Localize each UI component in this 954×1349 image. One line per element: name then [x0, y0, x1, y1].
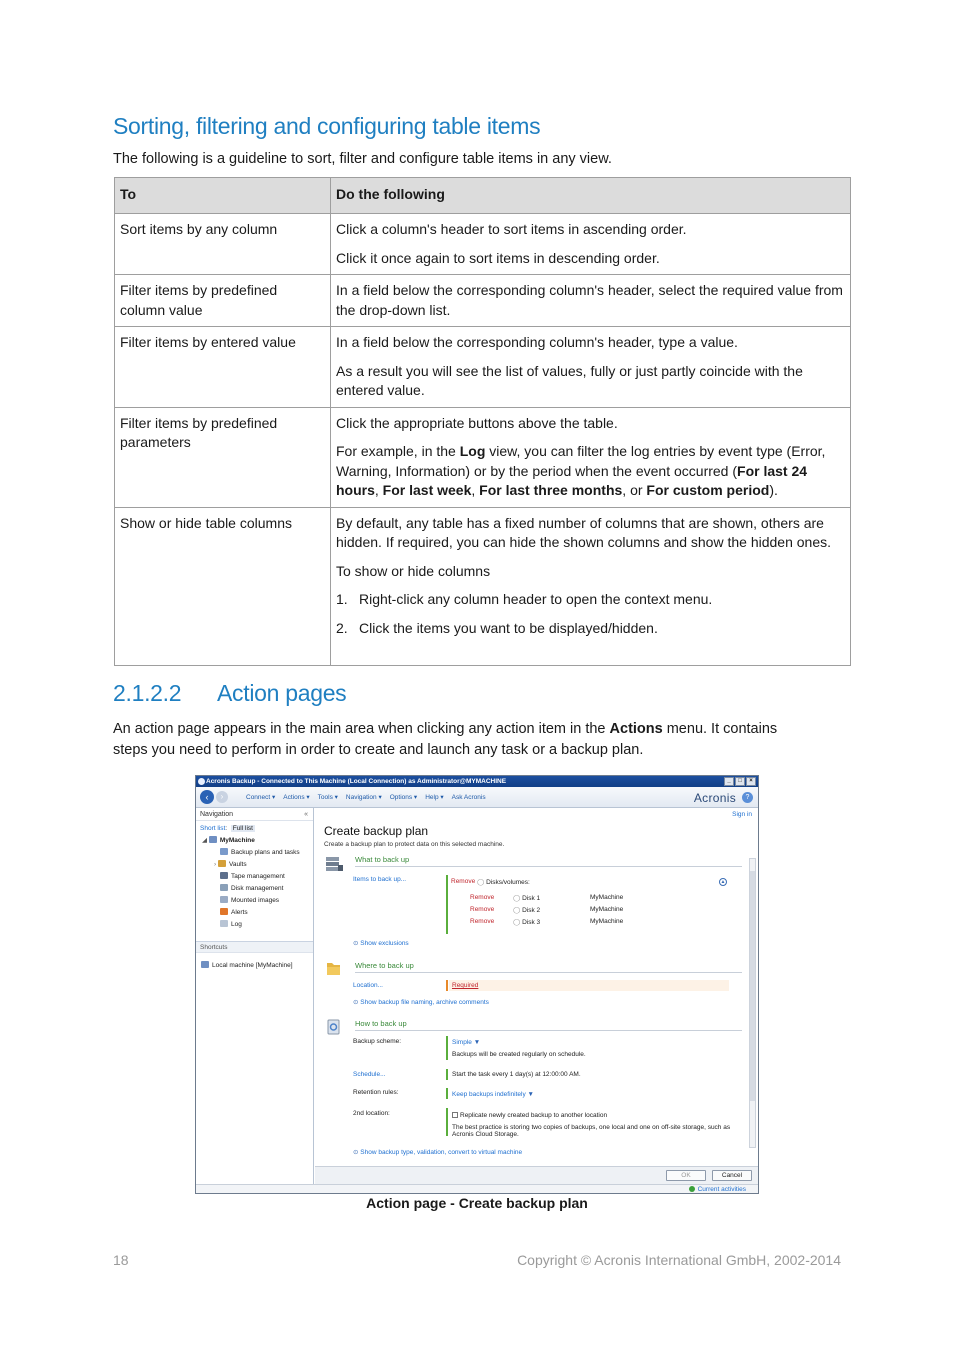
cell-line	[336, 442, 845, 501]
tree-item-backup-plans[interactable]	[196, 847, 313, 859]
guideline-table	[114, 177, 851, 666]
link-text: Show backup file naming, archive comments	[360, 999, 489, 1006]
toolbar-actions[interactable]: Actions ▾	[283, 794, 310, 801]
tree-item-label: Mounted images	[231, 897, 280, 904]
full-list-link[interactable]: Full list	[232, 825, 253, 832]
what-to-back-up-heading: What to back up	[355, 855, 410, 864]
section-heading	[113, 680, 346, 707]
vault-icon	[218, 860, 226, 867]
window-controls	[724, 777, 756, 786]
computer-icon	[201, 961, 209, 968]
disks-volumes-text: Disks/volumes:	[486, 879, 530, 886]
tree-item-mounted[interactable]	[196, 895, 313, 907]
sign-in-link[interactable]: Sign in	[732, 811, 752, 818]
ok-button[interactable]: OK	[666, 1170, 706, 1181]
scheme-description: Backups will be created regularly on schedule.	[452, 1051, 586, 1058]
tree-item-alerts[interactable]	[196, 907, 313, 919]
text-run: , or	[622, 482, 647, 498]
section-number: 2.1.2.2	[113, 680, 182, 706]
section-divider	[355, 972, 742, 973]
toolbar	[196, 787, 758, 808]
cell-do	[331, 407, 851, 507]
link-text: Show exclusions	[360, 940, 409, 947]
retention-dropdown[interactable]: Keep backups indefinitely ▼	[452, 1091, 534, 1098]
help-icon[interactable]: ?	[742, 792, 753, 803]
toolbar-tools[interactable]: Tools ▾	[317, 794, 338, 801]
cell-line: In a field below the corresponding column's header, type a value.	[336, 334, 738, 350]
cell-line: Click the appropriate buttons above the table.	[336, 414, 618, 431]
folder-icon	[325, 960, 343, 976]
toolbar-ask-acronis[interactable]: Ask Acronis	[451, 793, 486, 801]
items-to-back-up-link[interactable]: Items to back up...	[353, 876, 407, 883]
remove-all-link[interactable]: Remove	[451, 878, 476, 885]
minimize-icon[interactable]: _	[724, 777, 734, 786]
tree-item-label: Vaults	[228, 861, 247, 868]
step-text: Click the items you want to be displayed/hidden.	[359, 619, 658, 636]
collapse-icon[interactable]: «	[304, 811, 308, 818]
table-row	[115, 214, 851, 275]
table-header-row	[115, 178, 851, 214]
toolbar-help[interactable]: Help ▾	[425, 794, 444, 801]
scrollbar-thumb[interactable]	[750, 871, 755, 1101]
tree-item-label: Tape management	[231, 873, 285, 880]
short-list-link[interactable]: Short list	[200, 825, 226, 832]
replicate-checkbox[interactable]	[452, 1112, 458, 1118]
scheme-value: Simple	[452, 1039, 472, 1046]
shortcuts-header: Shortcuts	[196, 941, 313, 953]
cell-to: Sort items by any column	[115, 214, 331, 275]
show-exclusions-link[interactable]: ⊙ Show exclusions	[353, 940, 409, 947]
actions-term: Actions	[609, 721, 663, 737]
log-term: Log	[459, 443, 486, 459]
backup-scheme-label: Backup scheme:	[353, 1038, 402, 1045]
maximize-icon[interactable]: □	[735, 777, 745, 786]
valid-bar	[446, 1069, 448, 1080]
disk-name: ◯ Disk 3	[513, 919, 541, 926]
cell-do	[331, 275, 851, 327]
tree-item-vaults[interactable]: › Vaults	[214, 861, 247, 868]
show-naming-link[interactable]: ⊙ Show backup file naming, archive comments	[353, 999, 489, 1006]
current-activities-link[interactable]	[689, 1185, 746, 1194]
tree-item-label: Log	[231, 921, 242, 928]
cancel-button[interactable]: Cancel	[712, 1170, 752, 1181]
navigation-title: Navigation	[200, 811, 234, 818]
acronis-screenshot	[195, 775, 759, 1194]
cell-line: Click a column's header to sort items in ascending order.	[336, 221, 687, 237]
column-header-to: To	[115, 178, 331, 214]
window-title: Acronis Backup - Connected to This Machine (Local Connection) as Administrator@MYMACHINE	[206, 778, 507, 785]
main-area	[315, 808, 758, 1184]
cell-to: Filter items by predefined column value	[115, 275, 331, 327]
replicate-option[interactable]	[452, 1112, 607, 1119]
activity-icon	[689, 1186, 695, 1192]
mounted-image-icon	[220, 896, 228, 903]
tree-item-mymachine[interactable]: ◢ MyMachine	[202, 837, 255, 844]
required-link[interactable]: Required	[452, 982, 479, 989]
step-number: 1.	[336, 591, 348, 607]
server-icon	[325, 856, 343, 872]
tree-item-tape[interactable]	[196, 871, 313, 883]
schedule-link[interactable]: Schedule...	[353, 1071, 386, 1078]
page-title: Create backup plan	[324, 824, 429, 838]
period-term: For custom period	[646, 482, 770, 498]
text-run: ,	[374, 482, 383, 498]
tree-item-label: Backup plans and tasks	[231, 849, 300, 856]
cell-line: To show or hide columns	[336, 562, 491, 579]
cell-line: By default, any table has a fixed number of columns that are shown, others are hidden. If required, you can hide the shown columns and show the hidden ones.	[336, 514, 831, 550]
disk-name: ◯ Disk 2	[513, 907, 541, 914]
cell-to: Show or hide table columns	[115, 507, 331, 665]
how-to-back-up-heading: How to back up	[355, 1019, 407, 1028]
section-divider	[355, 1030, 742, 1031]
schedule-value: Start the task every 1 day(s) at 12:00:00 AM.	[452, 1071, 581, 1078]
table-row	[115, 407, 851, 507]
cell-do	[331, 214, 851, 275]
current-activities-text: Current activities	[697, 1186, 746, 1193]
plans-icon	[220, 848, 228, 855]
table-row	[115, 275, 851, 327]
text-run: ).	[769, 482, 778, 498]
disk-machine: MyMachine	[590, 894, 624, 901]
copyright-footer: Copyright © Acronis International GmbH, 2002-2014	[517, 1252, 841, 1268]
cell-do	[331, 327, 851, 408]
disk-icon	[220, 884, 228, 891]
text-run: ,	[471, 482, 480, 498]
section-divider	[355, 866, 742, 867]
required-bar	[446, 980, 448, 991]
cell-to: Filter items by entered value	[115, 327, 331, 408]
link-text: Show backup type, validation, convert to virtual machine	[360, 1149, 523, 1156]
action-pages-paragraph	[113, 719, 813, 761]
disks-volumes-label: ◯ Disks/volumes:	[477, 879, 530, 886]
cell-to: Filter items by predefined parameters	[115, 407, 331, 507]
remove-disk-link[interactable]: Remove	[470, 894, 495, 901]
retention-label: Retention rules:	[353, 1089, 399, 1096]
step-item	[336, 619, 845, 639]
text-run: menu. It contains steps you need to perform in order to create and launch any task or a backup plan.	[113, 721, 778, 758]
section-heading-text: Action pages	[217, 680, 347, 706]
section-title: Sorting, filtering and configuring table items	[113, 113, 541, 139]
page-number: 18	[113, 1252, 129, 1268]
cell-line: In a field below the corresponding column's header, select the required value from the drop-down list.	[336, 282, 843, 318]
log-icon	[220, 920, 228, 927]
text-run: For example, in the	[336, 443, 460, 459]
disk-machine: MyMachine	[590, 906, 624, 913]
where-to-back-up-heading: Where to back up	[355, 961, 414, 970]
disk-machine: MyMachine	[590, 918, 624, 925]
best-practice-text: Acronis Cloud Storage.	[452, 1131, 519, 1138]
view-switch: Short list: Full list	[200, 825, 253, 832]
toolbar-navigation[interactable]: Navigation ▾	[345, 794, 382, 801]
tree-item-label: MyMachine	[219, 837, 255, 844]
figure-caption: Action page - Create backup plan	[366, 1195, 588, 1211]
dialog-button-bar	[315, 1166, 758, 1184]
shortcut-label: Local machine [MyMachine]	[212, 962, 293, 969]
window-titlebar	[196, 776, 758, 787]
cell-line: As a result you will see the list of values, fully or just partly coincide with the entered value.	[336, 362, 803, 398]
period-term: For last 24 hours	[336, 462, 808, 498]
retention-value: Keep backups indefinitely	[452, 1091, 526, 1098]
navigation-header	[196, 808, 313, 821]
computer-icon	[209, 836, 217, 843]
tree-item-disk[interactable]	[196, 883, 313, 895]
text-run: view, you can filter the log entries by event type (Error, Warning, Information) or by the period when the event occurred (	[336, 443, 826, 479]
scheme-dropdown[interactable]: Simple ▼	[452, 1039, 481, 1046]
valid-bar	[446, 1036, 448, 1060]
close-icon[interactable]: ×	[746, 777, 756, 786]
tree-item-label: Alerts	[231, 909, 248, 916]
tree-item-label: Disk management	[231, 885, 284, 892]
forward-arrow-icon[interactable]: ›	[216, 791, 228, 803]
disk-label: Disk 2	[522, 907, 541, 914]
app-icon	[198, 778, 205, 785]
remove-disk-link[interactable]: Remove	[470, 906, 495, 913]
table-row	[115, 507, 851, 665]
step-number: 2.	[336, 619, 348, 636]
settings-icon	[325, 1019, 343, 1035]
disk-name: ◯ Disk 1	[513, 895, 541, 902]
shortcut-local-machine[interactable]	[201, 960, 293, 972]
toolbar-connect[interactable]: Connect ▾	[246, 794, 276, 801]
status-bar	[196, 1184, 758, 1193]
step-text: Right-click any column header to open the context menu.	[359, 591, 713, 607]
cell-do	[331, 507, 851, 665]
show-types-link[interactable]: ⊙ Show backup type, validation, convert to virtual machine	[353, 1149, 523, 1156]
valid-bar	[446, 875, 448, 934]
replicate-text: Replicate newly created backup to another location	[460, 1112, 608, 1119]
page-subtitle: Create a backup plan to protect data on this selected machine.	[324, 841, 505, 848]
collapse-up-icon[interactable]: ▲	[720, 879, 726, 885]
alert-icon	[220, 908, 228, 915]
step-item	[336, 590, 845, 610]
navigation-pane	[196, 808, 314, 1184]
tree-item-log[interactable]	[196, 919, 313, 931]
remove-disk-link[interactable]: Remove	[470, 918, 495, 925]
cell-line: Click it once again to sort items in descending order.	[336, 249, 660, 266]
table-row	[115, 327, 851, 408]
intro-paragraph: The following is a guideline to sort, filter and configure table items in any view.	[113, 151, 612, 167]
period-term: For last three months	[479, 482, 623, 498]
acronis-logo: Acronis	[693, 791, 736, 805]
column-header-do: Do the following	[331, 178, 851, 214]
best-practice-text: The best practice is storing two copies of backups, one local and one on off-site storage, such as	[452, 1124, 731, 1131]
disk-label: Disk 1	[522, 895, 541, 902]
required-field[interactable]	[449, 980, 729, 991]
tape-icon	[220, 872, 228, 879]
back-arrow-icon[interactable]: ‹	[200, 790, 214, 804]
period-term: For last week	[382, 482, 472, 498]
valid-bar	[446, 1088, 448, 1099]
location-link[interactable]: Location...	[353, 982, 383, 989]
text-run: An action page appears in the main area when clicking any action item in the	[113, 721, 610, 737]
disk-label: Disk 3	[522, 919, 541, 926]
toolbar-options[interactable]: Options ▾	[389, 794, 418, 801]
second-location-label: 2nd location:	[353, 1110, 390, 1117]
valid-bar	[446, 1108, 448, 1136]
vertical-scrollbar[interactable]	[749, 858, 756, 1148]
